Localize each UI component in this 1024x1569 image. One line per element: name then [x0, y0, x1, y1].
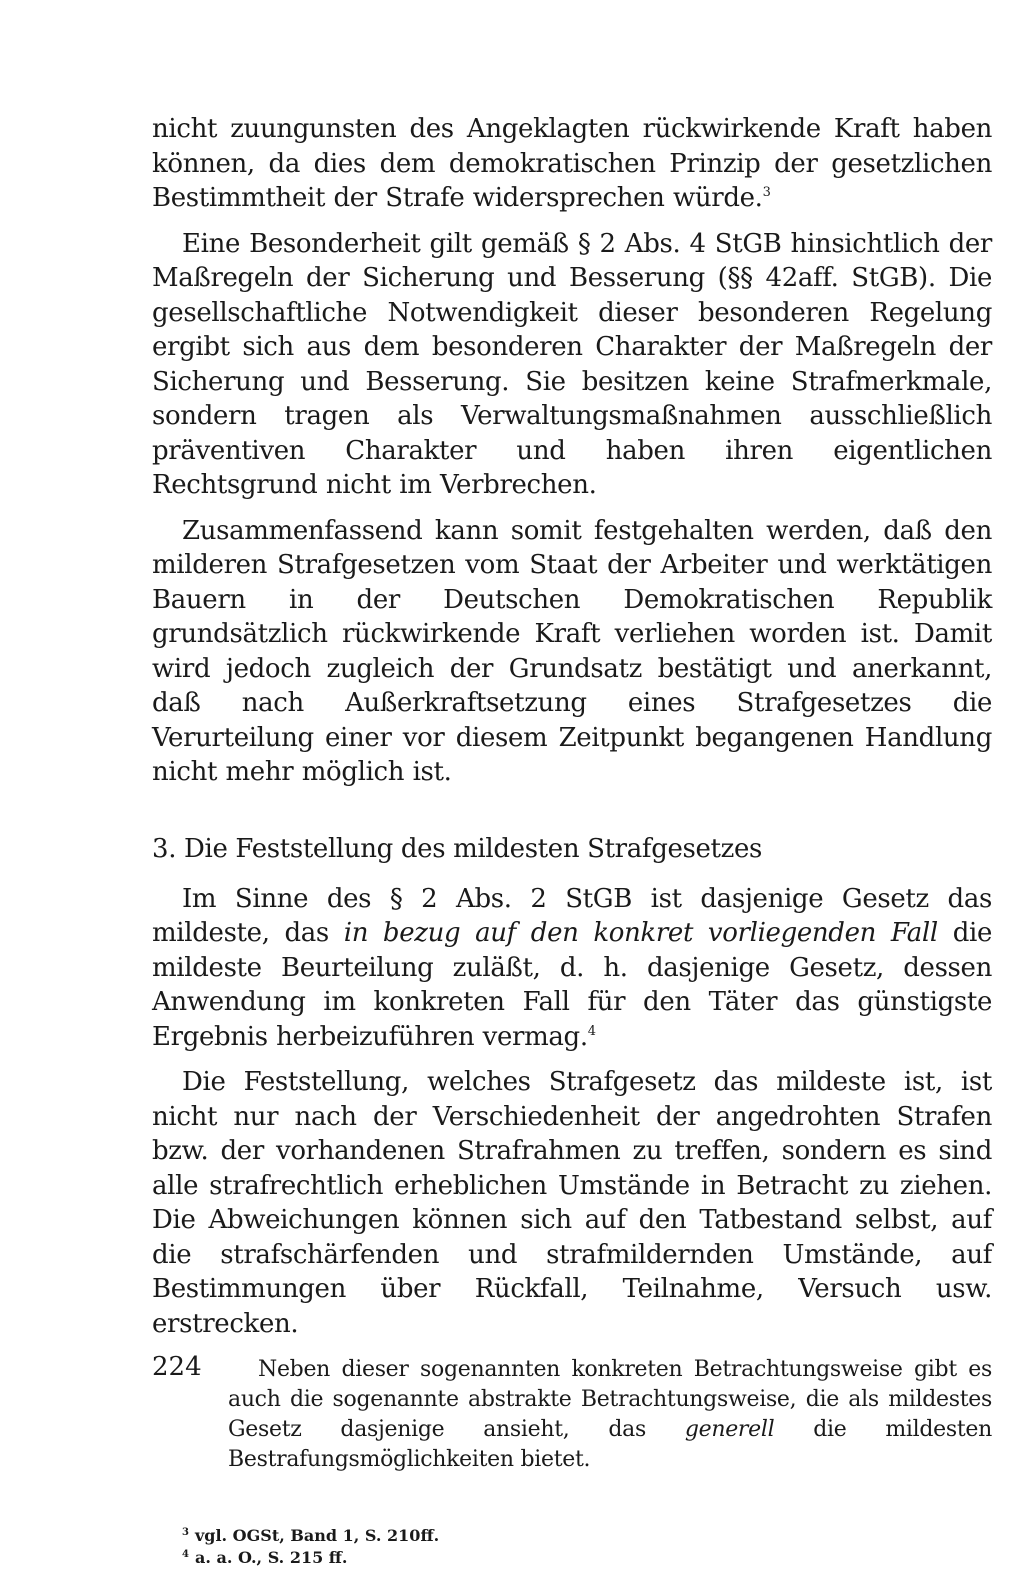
italic-generell: generell [684, 1417, 775, 1442]
paragraph-summary: Zusammenfassend kann somit festgehalten werden, daß den milderen Strafgesetzen vom Staat der Arbeiter und werktätigen Bauern in der Deutschen Demokratischen Republik grundsätzlich rückwirkende Kraft verliehen worden ist. Damit wird jedoch zugleich der Grundsatz bestätigt und anerkannt, daß nach Außerkraftsetzung eines Strafgesetzes die Verurteilung einer vor diesem Zeitpunkt begangenen Handlung nicht mehr möglich ist. [152, 515, 992, 787]
paragraph-feststellung: Die Feststellung, welches Strafgesetz das mildeste ist, ist nicht nur nach der Verschiedenheit der angedrohten Strafen bzw. der vorhandenen Strafrahmen zu treffen, sondern es sind alle strafrechtlich erheblichen Umstände in Betracht zu ziehen. Die Abweichungen können sich auf den Tatbestand selbst, auf die strafschärfenden und strafmildernden Umstände, auf Bestimmungen über Rückfall, Teilnahme, Versuch usw. erstrecken. [152, 1067, 992, 1339]
footnote-4: $^4$ a. a. O., S. 215 ff. [182, 1548, 348, 1567]
footnote-3: $^3$ vgl. OGSt, Band 1, S. 210ff. [182, 1526, 440, 1545]
page-number: 224 [152, 1352, 202, 1382]
section-heading: 3. Die Feststellung des mildesten Strafgesetzes [152, 833, 763, 864]
footnote-ref-4: 4 [587, 1023, 596, 1039]
paragraph-continuation: nicht zuungunsten des Angeklagten rückwirkende Kraft haben können, da dies dem demokratischen Prinzip der gesetzlichen Bestimmtheit der Strafe widersprechen würde.$^3$ [152, 114, 992, 213]
footnotes [182, 1525, 992, 1569]
paragraph-massregeln: Eine Besonderheit gilt gemäß § 2 Abs. 4 StGB hinsichtlich der Maßregeln der Sicherung und Besserung (§§ 42aff. StGB). Die gesellschaftliche Notwendigkeit dieser besonderen Regelung ergibt sich aus dem besonderen Charakter der Maßregeln der Sicherung und Besserung. Sie besitzen keine Strafmerkmale, sondern tragen als Verwaltungsmaßnahmen ausschließlich präventiven Charakter und haben ihren eigentlichen Rechtsgrund nicht im Verbrechen. [152, 228, 992, 500]
page-body [152, 112, 992, 1569]
footnote-ref-3: 3 [762, 185, 771, 200]
italic-emphasis: in bezug auf den konkret vorliegenden Fall [343, 918, 938, 948]
small-print-note: Neben dieser sogenannten konkreten Betrachtungsweise gibt es auch die sogenannte abstrakte Betrachtungsweise, die als mildestes Gesetz dasjenige ansieht, das generell die mildesten Bestrafungsmöglichkeiten bietet. [228, 1357, 992, 1472]
paragraph-mildestes-gesetz: Im Sinne des § 2 Abs. 2 StGB ist dasjenige Gesetz das mildeste, das in bezug auf den konkret vorliegenden Fall die mildeste Beurteilung zuläßt, d. h. dasjenige Gesetz, dessen Anwendung im konkreten Fall für den Täter das günstigste Ergebnis herbeizuführen vermag.$^4$ [152, 883, 993, 1052]
